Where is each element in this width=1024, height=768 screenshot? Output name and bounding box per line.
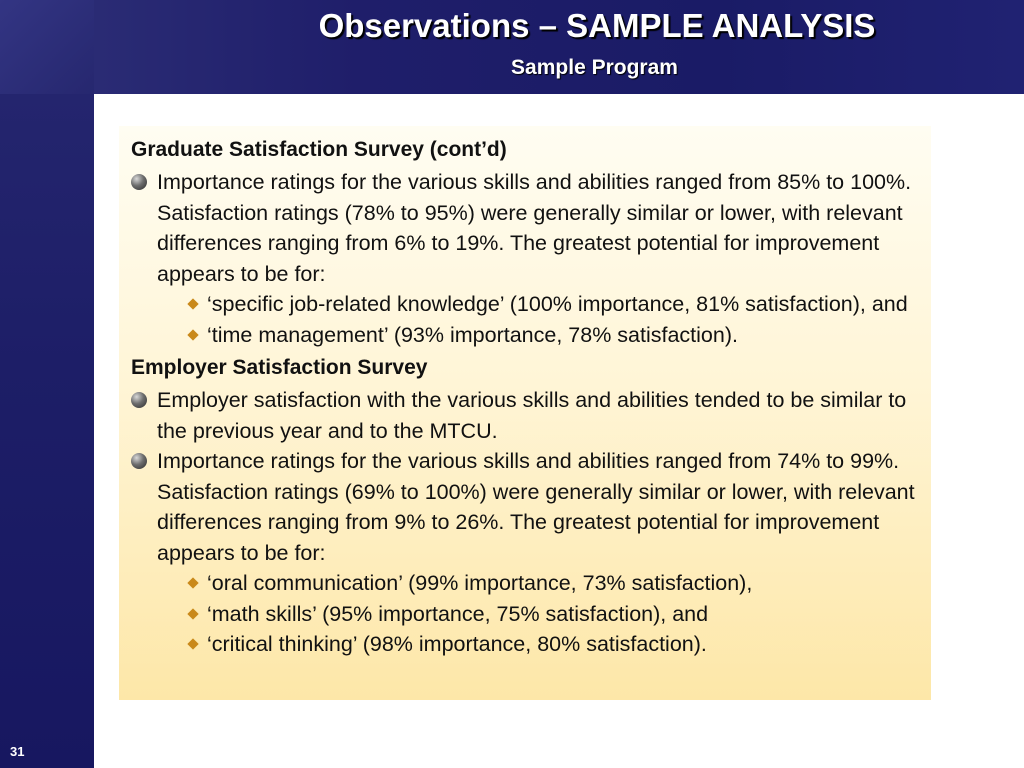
sub-bullet-item — [131, 568, 919, 599]
bullet-text: Employer satisfaction with the various skills and abilities tended to be similar to the previous year and to the MTCU. — [157, 388, 907, 443]
bullet-text: Importance ratings for the various skills and abilities ranged from 85% to 100%. Satisfaction ratings (78% to 95%) were generally similar or lower, with relevant differences ranging from 6% to 19%. The greatest potential for improvement appears to be for: — [157, 170, 912, 286]
bullet-item — [131, 385, 919, 446]
left-sidebar-bar — [0, 94, 94, 768]
sub-bullet-text: ‘oral communication’ (99% importance, 73% satisfaction), — [207, 571, 753, 595]
sub-bullet-item — [131, 599, 919, 630]
sub-bullet-item — [131, 320, 919, 351]
diamond-bullet-icon — [187, 577, 198, 588]
sub-bullet-text: ‘math skills’ (95% importance, 75% satisfaction), and — [207, 601, 709, 626]
section-heading-employer: Employer Satisfaction Survey — [131, 356, 428, 379]
sub-bullet-text: ‘critical thinking’ (98% importance, 80% satisfaction). — [207, 632, 707, 656]
diamond-bullet-icon — [187, 608, 198, 619]
diamond-bullet-icon — [187, 638, 198, 649]
slide-subtitle: Sample Program — [511, 56, 678, 79]
sphere-bullet-icon — [131, 392, 147, 408]
sub-bullet-text: ‘specific job-related knowledge’ (100% importance, 81% satisfaction), and — [207, 292, 908, 316]
diamond-bullet-icon — [187, 298, 198, 309]
bullet-item — [131, 167, 919, 289]
bullet-item — [131, 446, 919, 568]
content-box — [119, 126, 931, 700]
sub-bullet-item — [131, 289, 919, 320]
sub-bullet-item — [131, 629, 919, 660]
sphere-bullet-icon — [131, 174, 147, 190]
diamond-bullet-icon — [187, 329, 198, 340]
sub-bullet-text: ‘time management’ (93% importance, 78% satisfaction). — [207, 322, 738, 347]
slide-number: 31 — [10, 744, 25, 759]
section-heading-graduate: Graduate Satisfaction Survey (cont’d) — [131, 138, 507, 161]
bullet-text: Importance ratings for the various skills and abilities ranged from 74% to 99%. Satisfaction ratings (69% to 100%) were generally similar or lower, with relevant differences ranging from 9% to 26%. The greatest potential for improvement appears to be for: — [157, 449, 915, 565]
slide-title: Observations – SAMPLE ANALYSIS — [318, 7, 876, 44]
sphere-bullet-icon — [131, 453, 147, 469]
